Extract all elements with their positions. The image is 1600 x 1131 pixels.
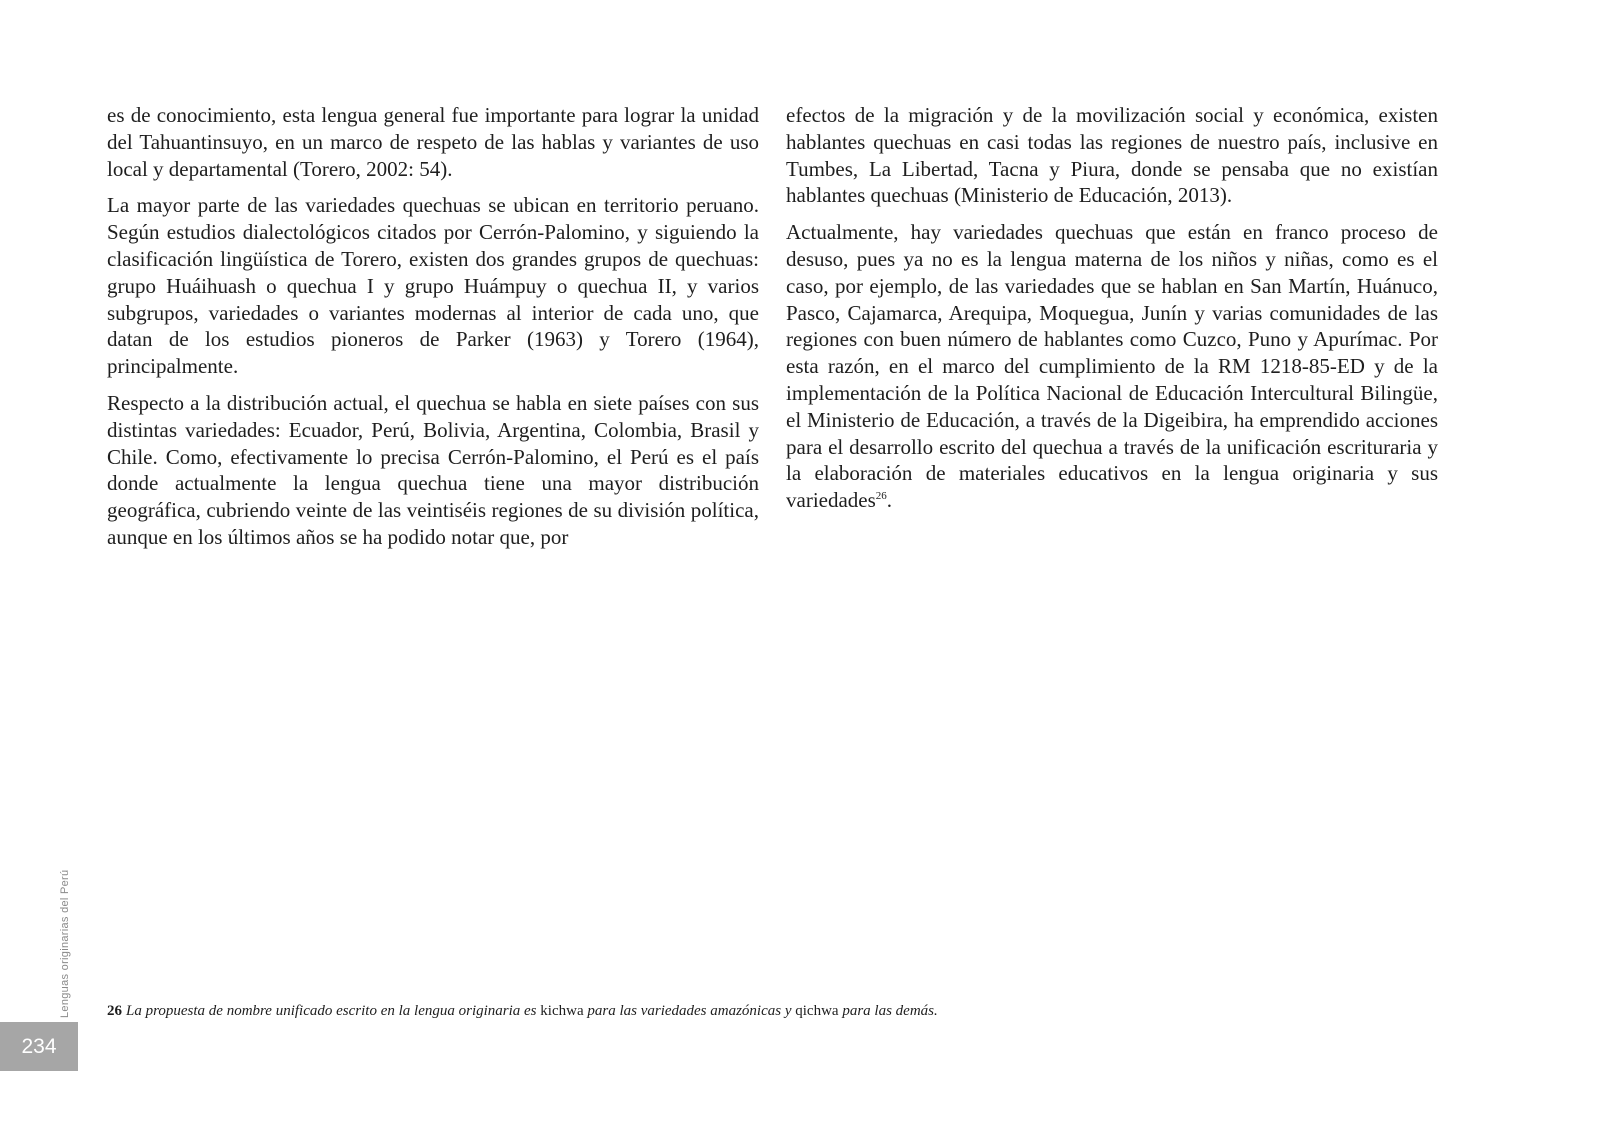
footnote-number: 26: [107, 1003, 122, 1019]
page-number-tab: [0, 1022, 78, 1071]
paragraph-text: Actualmente, hay variedades quechuas que están en franco proceso de desuso, pues ya no es la lengua materna de los niños y niñas, como es el caso, por ejemplo, de las variedades que se hablan en San Martín, Huánuco, Pasco, Cajamarca, Arequipa, Moquegua, Junín y varias comunidades de las regiones con buen número de hablantes como Cuzco, Puno y Apurímac. Por esta razón, en el marco del cumplimiento de la RM 1218-85-ED y de la implementación de la Política Nacional de Educación Intercultural Bilingüe, el Ministerio de Educación, a través de la Digeibira, ha emprendido acciones para el desarrollo escrito del quechua a través de la unificación escrituraria y la elaboración de materiales educativos en la lengua originaria y sus variedades: [786, 220, 1438, 513]
left-text-column: [107, 102, 759, 561]
paragraph: La mayor parte de las variedades quechuas se ubican en territorio peruano. Según estudios dialectológicos citados por Cerrón-Palomino, y siguiendo la clasificación lingüística de Torero, existen dos grandes grupos de quechuas: grupo Huáihuash o quechua I y grupo Huámpuy o quechua II, y varios subgrupos, variedades o variantes modernas al interior de cada uno, que datan de los estudios pioneros de Parker (1963) y Torero (1964), principalmente.: [107, 193, 759, 379]
paragraph: efectos de la migración y de la movilización social y económica, existen hablantes quechuas en casi todas las regiones de nuestro país, inclusive en Tumbes, La Libertad, Tacna y Piura, donde se pensaba que no existían hablantes quechuas (Ministerio de Educación, 2013).: [786, 103, 1438, 208]
footnote-term: qichwa: [795, 1003, 839, 1019]
paragraph: Respecto a la distribución actual, el quechua se habla en siete países con sus distintas variedades: Ecuador, Perú, Bolivia, Argentina, Colombia, Brasil y Chile. Como, efectivamente lo precisa Cerrón-Palomino, el Perú es el país donde actualmente la lengua quechua tiene una mayor distribución geográfica, cubriendo veinte de las veintiséis regiones de su división política, aunque en los últimos años se ha podido notar que, por: [107, 390, 759, 549]
paragraph: [786, 219, 1438, 514]
running-head: Lenguas originarias del Perú: [59, 869, 71, 1018]
page-number: 234: [21, 1035, 57, 1058]
footnote-reference[interactable]: 26: [875, 490, 887, 503]
footnote-text: para las demás.: [838, 1003, 938, 1019]
paragraph-end: .: [886, 488, 893, 513]
footnote-text: para las variedades amazónicas y: [583, 1003, 796, 1019]
paragraph: es de conocimiento, esta lengua general fue importante para lograr la unidad del Tahuantinsuyo, en un marco de respeto de las hablas y variantes de uso local y departamental (Torero, 2002: 54).: [107, 103, 759, 181]
footnote-text: La propuesta de nombre unificado escrito en la lengua originaria es: [126, 1003, 541, 1019]
right-text-column: [786, 102, 1438, 524]
footnote: [107, 1001, 1427, 1021]
footnote-term: kichwa: [540, 1003, 584, 1019]
